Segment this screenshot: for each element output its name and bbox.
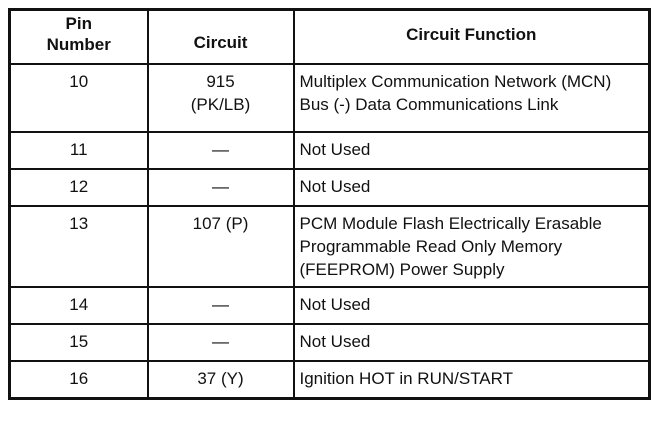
function-cell: PCM Module Flash Electrically Erasable Programmable Read Only Memory (FEEPROM) Power Supply (294, 206, 650, 287)
pin-cell: 16 (10, 361, 148, 399)
table-row (10, 324, 650, 361)
circuit-cell: — (148, 324, 294, 361)
circuit-color: (PK/LB) (190, 94, 251, 114)
header-circuit-function: Circuit Function (294, 10, 650, 64)
function-cell: Not Used (294, 132, 650, 169)
pin-cell: 13 (10, 206, 148, 287)
table-row (10, 361, 650, 399)
header-pin-number (10, 10, 148, 64)
header-pin-number-line-2: Number (46, 34, 111, 54)
pin-table (8, 8, 651, 400)
table-row (10, 64, 650, 132)
pin-cell: 14 (10, 287, 148, 324)
pin-cell: 11 (10, 132, 148, 169)
function-cell: Multiplex Communication Network (MCN) Bus (-) Data Communications Link (294, 64, 650, 132)
function-cell: Not Used (294, 324, 650, 361)
circuit-cell: — (148, 287, 294, 324)
pin-cell: 10 (10, 64, 148, 132)
circuit-cell (148, 64, 294, 132)
circuit-number: 915 (206, 71, 235, 91)
header-circuit: Circuit (148, 10, 294, 64)
function-cell: Ignition HOT in RUN/START (294, 361, 650, 399)
pin-cell: 15 (10, 324, 148, 361)
function-cell: Not Used (294, 169, 650, 206)
pin-cell: 12 (10, 169, 148, 206)
circuit-cell: 37 (Y) (148, 361, 294, 399)
table-row (10, 206, 650, 287)
header-pin-number-line-1: Pin (65, 13, 92, 33)
table-header-row (10, 10, 650, 64)
table-row (10, 169, 650, 206)
circuit-cell: — (148, 132, 294, 169)
function-cell: Not Used (294, 287, 650, 324)
circuit-cell: 107 (P) (148, 206, 294, 287)
table-row (10, 287, 650, 324)
circuit-cell: — (148, 169, 294, 206)
table-row (10, 132, 650, 169)
